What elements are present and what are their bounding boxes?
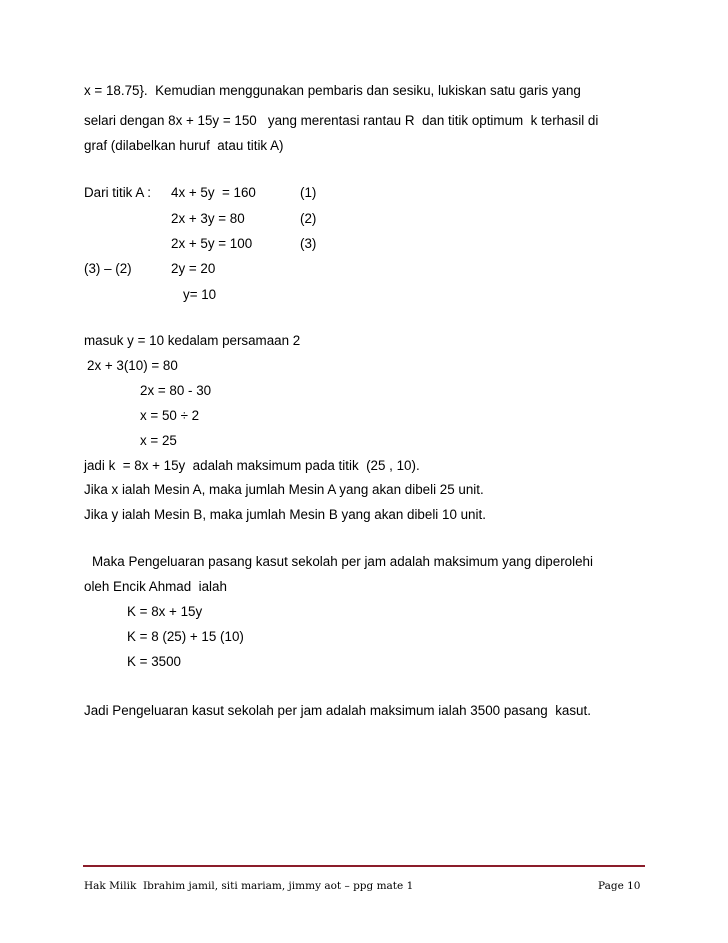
page-number: Page 10	[598, 880, 641, 892]
k-calculation-line: K = 3500	[127, 654, 181, 669]
body-line: graf (dilabelkan huruf atau titik A)	[84, 138, 284, 153]
output-line: Maka Pengeluaran pasang kasut sekolah per jam adalah maksimum yang diperolehi	[92, 554, 593, 569]
k-calculation-line: K = 8x + 15y	[127, 604, 203, 619]
conclusion-line: Jika x ialah Mesin A, maka jumlah Mesin A yang akan dibeli 25 unit.	[84, 482, 484, 497]
body-line: selari dengan 8x + 15y = 150 yang merentasi rantau R dan titik optimum k terhasil di	[84, 113, 599, 128]
substitution-line: 2x = 80 - 30	[140, 383, 212, 398]
equation-3: 2x + 5y = 100	[171, 236, 253, 251]
equation-tag-3: (3)	[300, 236, 317, 251]
conclusion-line: jadi k = 8x + 15y adalah maksimum pada titik (25 , 10).	[84, 458, 420, 473]
system-prefix: Dari titik A :	[84, 185, 151, 200]
equation-1: 4x + 5y = 160	[171, 185, 256, 200]
step-result: y= 10	[183, 287, 217, 302]
footer-copyright: Hak Milik Ibrahim jamil, siti mariam, jimmy aot – ppg mate 1	[84, 880, 414, 892]
k-calculation-line: K = 8 (25) + 15 (10)	[127, 629, 244, 644]
equation-2: 2x + 3y = 80	[171, 211, 245, 226]
equation-tag-1: (1)	[300, 185, 317, 200]
conclusion-line: Jika y ialah Mesin B, maka jumlah Mesin B yang akan dibeli 10 unit.	[84, 507, 486, 522]
substitution-line: x = 25	[140, 433, 177, 448]
output-line: oleh Encik Ahmad ialah	[84, 579, 227, 594]
substitution-intro: masuk y = 10 kedalam persamaan 2	[84, 333, 301, 348]
step-label: (3) – (2)	[84, 261, 132, 276]
footer-rule	[83, 865, 645, 867]
substitution-line: 2x + 3(10) = 80	[87, 358, 178, 373]
final-statement: Jadi Pengeluaran kasut sekolah per jam adalah maksimum ialah 3500 pasang kasut.	[84, 703, 591, 718]
equation-tag-2: (2)	[300, 211, 317, 226]
step-equation: 2y = 20	[171, 261, 216, 276]
substitution-line: x = 50 ÷ 2	[140, 408, 200, 423]
body-line: x = 18.75}. Kemudian menggunakan pembaris dan sesiku, lukiskan satu garis yang	[84, 83, 581, 98]
